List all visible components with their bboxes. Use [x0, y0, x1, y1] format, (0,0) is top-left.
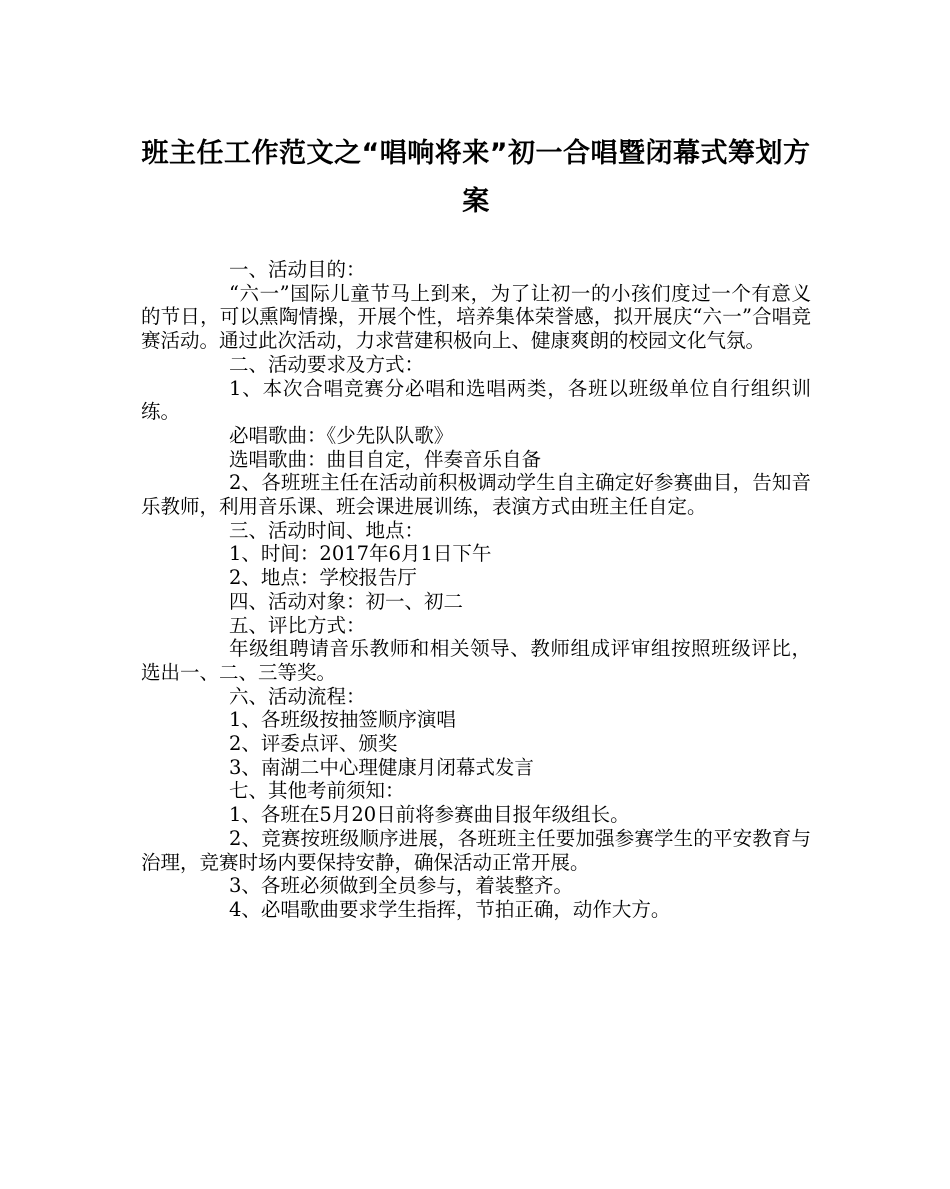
paragraph-optional-song: 选唱歌曲：曲目自定，伴奏音乐自备: [229, 447, 542, 471]
paragraph-required-song: 必唱歌曲：《少先队队歌》: [229, 423, 454, 447]
section-heading-purpose: 一、活动目的：: [229, 258, 366, 281]
section-heading-participants: 四、活动对象：初一、初二: [229, 589, 464, 613]
document-title: 班主任工作范文之“唱响将来”初一合唱暨闭幕式筹划方案: [141, 138, 811, 217]
section-heading-judging: 五、评比方式：: [229, 613, 366, 637]
paragraph-note-1: 1、各班在5月20日前将参赛曲目报年级组长。: [229, 803, 630, 827]
paragraph-process-3: 3、南湖二中心理健康月闭幕式发言: [229, 755, 534, 779]
paragraph-note-4: 4、必唱歌曲要求学生指挥，节拍正确，动作大方。: [229, 897, 671, 921]
paragraph-requirement-2: 2、各班班主任在活动前积极调动学生自主确定好参赛曲目，告知音乐教师，利用音乐课、班会课进展训练，表演方式由班主任自定。: [141, 471, 811, 519]
paragraph-requirement-1: 1、本次合唱竞赛分必唱和选唱两类，各班以班级单位自行组织训练。: [141, 376, 811, 424]
paragraph-process-2: 2、评委点评、颁奖: [229, 732, 398, 756]
section-heading-process: 六、活动流程：: [229, 684, 366, 708]
paragraph-purpose: “六一”国际儿童节马上到来，为了让初一的小孩们度过一个有意义的节日，可以熏陶情操，开展个性，培养集体荣誉感，拟开展庆“六一”合唱竞赛活动。通过此次活动，力求营建积极向上、健康爽朗的校园文化气氛。: [141, 281, 811, 353]
section-heading-requirements: 二、活动要求及方式：: [229, 352, 425, 376]
section-heading-time-place: 三、活动时间、地点：: [229, 518, 425, 542]
paragraph-judging: 年级组聘请音乐教师和相关领导、教师组成评审组按照班级评比，选出一、二、三等奖。: [141, 637, 811, 684]
paragraph-time: 1、时间：2017年6月1日下午: [229, 542, 492, 566]
section-heading-notes: 七、其他考前须知：: [229, 779, 405, 803]
paragraph-process-1: 1、各班级按抽签顺序演唱: [229, 708, 456, 732]
paragraph-note-2: 2、竞赛按班级顺序进展，各班班主任要加强参赛学生的平安教育与治理，竞赛时场内要保持安静，确保活动正常开展。: [141, 826, 811, 874]
document-body: [141, 258, 811, 922]
paragraph-place: 2、地点：学校报告厅: [229, 566, 417, 590]
paragraph-note-3: 3、各班必须做到全员参与，着装整齐。: [229, 874, 573, 898]
